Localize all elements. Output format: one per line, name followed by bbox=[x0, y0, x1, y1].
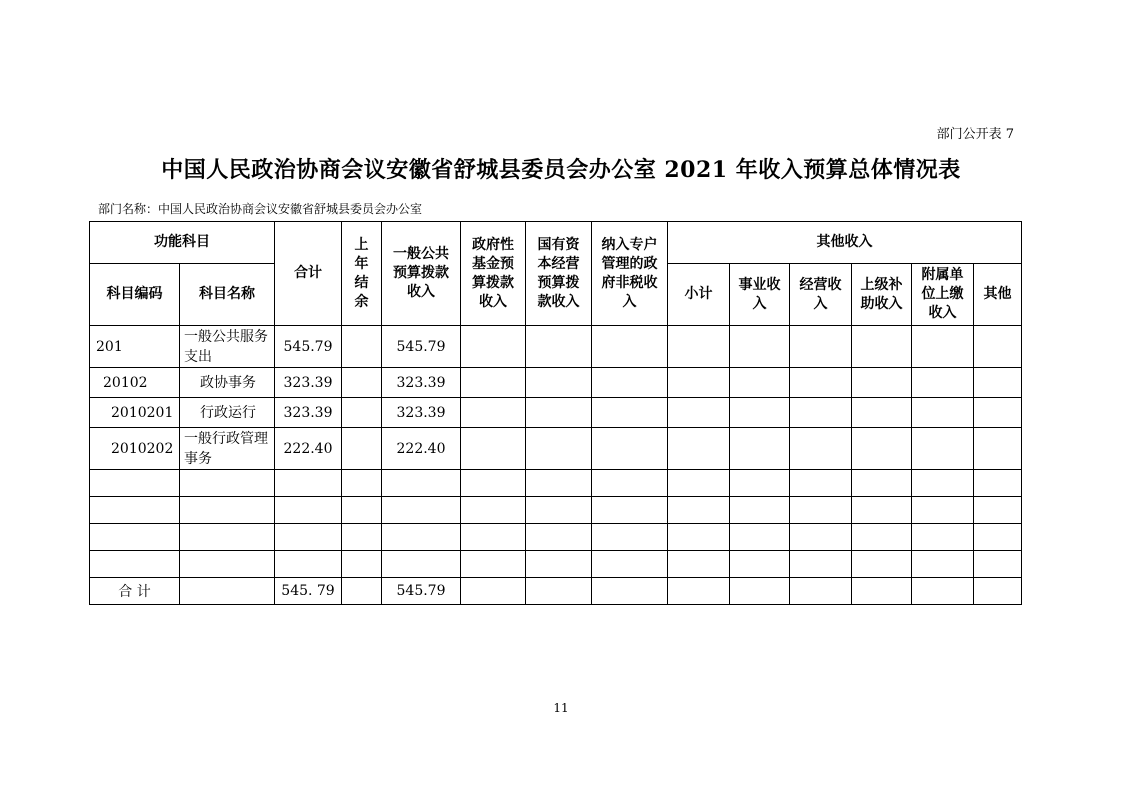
header-state-capital: 国有资 本经营 预算拨 款收入 bbox=[526, 222, 592, 326]
table-row bbox=[90, 326, 1022, 368]
row-balance bbox=[342, 368, 382, 398]
empty-row bbox=[90, 497, 1022, 524]
header-subject-name: 科目名称 bbox=[180, 264, 275, 326]
header-others: 其他 bbox=[974, 264, 1022, 326]
row-name: 一般行政管理事务 bbox=[180, 428, 275, 470]
row-code: 201 bbox=[90, 326, 180, 368]
header-last-year-balance: 上 年 结 余 bbox=[342, 222, 382, 326]
table-number: 部门公开表 7 bbox=[936, 127, 1014, 142]
total-row bbox=[90, 578, 1022, 605]
header-superior-subsidy: 上级补 助收入 bbox=[852, 264, 912, 326]
department-label: 部门名称：中国人民政治协商会议安徽省舒城县委员会办公室 bbox=[98, 202, 423, 216]
row-code: 2010201 bbox=[90, 398, 180, 428]
row-general: 222.40 bbox=[382, 428, 461, 470]
header-general-budget: 一般公共 预算拨款 收入 bbox=[382, 222, 461, 326]
row-code: 2010202 bbox=[90, 428, 180, 470]
row-total: 222.40 bbox=[275, 428, 342, 470]
row-total: 545.79 bbox=[275, 326, 342, 368]
row-general: 323.39 bbox=[382, 368, 461, 398]
table-row bbox=[90, 368, 1022, 398]
table-row bbox=[90, 398, 1022, 428]
row-general: 545.79 bbox=[382, 326, 461, 368]
row-balance bbox=[342, 326, 382, 368]
row-balance bbox=[342, 428, 382, 470]
table-row bbox=[90, 428, 1022, 470]
row-code: 20102 bbox=[90, 368, 180, 398]
page-title: 中国人民政治协商会议安徽省舒城县委员会办公室 2021 年收入预算总体情况表 bbox=[161, 157, 961, 183]
budget-table bbox=[89, 221, 1022, 605]
row-general: 323.39 bbox=[382, 398, 461, 428]
header-operating-income: 经营收 入 bbox=[790, 264, 852, 326]
total-label: 合 计 bbox=[90, 578, 180, 605]
empty-row bbox=[90, 551, 1022, 578]
header-other-income: 其他收入 bbox=[668, 222, 1022, 264]
row-name: 行政运行 bbox=[180, 398, 275, 428]
header-subtotal: 小计 bbox=[668, 264, 730, 326]
page-number: 11 bbox=[553, 701, 569, 715]
header-special-nontax: 纳入专户 管理的政 府非税收 入 bbox=[592, 222, 668, 326]
header-subject-code: 科目编码 bbox=[90, 264, 180, 326]
header-total: 合计 bbox=[275, 222, 342, 326]
total-general: 545.79 bbox=[382, 578, 461, 605]
empty-row bbox=[90, 470, 1022, 497]
row-total: 323.39 bbox=[275, 368, 342, 398]
header-gov-fund: 政府性 基金预 算拨款 收入 bbox=[461, 222, 526, 326]
row-balance bbox=[342, 398, 382, 428]
total-sum: 545. 79 bbox=[275, 578, 342, 605]
header-affiliated-income: 附属单 位上缴 收入 bbox=[912, 264, 974, 326]
row-total: 323.39 bbox=[275, 398, 342, 428]
empty-row bbox=[90, 524, 1022, 551]
row-name: 政协事务 bbox=[180, 368, 275, 398]
header-func-subject: 功能科目 bbox=[90, 222, 275, 264]
row-name: 一般公共服务支出 bbox=[180, 326, 275, 368]
header-business-income: 事业收 入 bbox=[730, 264, 790, 326]
